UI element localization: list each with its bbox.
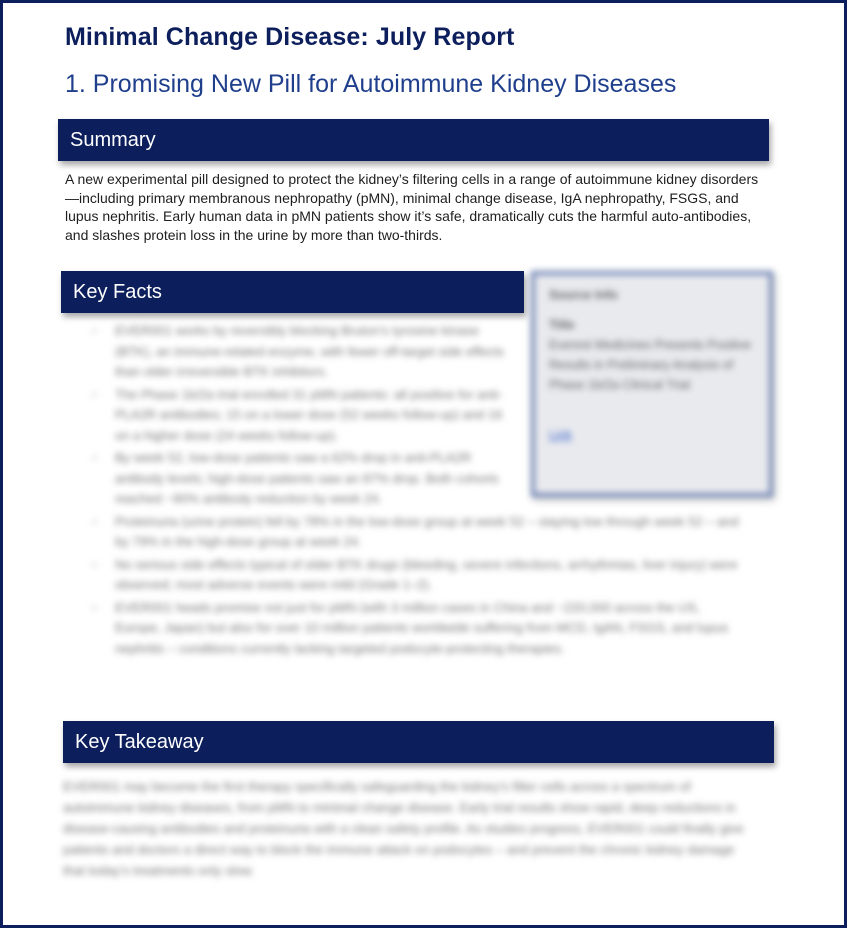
key-facts-heading: Key Facts — [61, 271, 524, 313]
summary-text: A new experimental pill designed to protect the kidney’s filtering cells in a range of autoimmune kidney disorders—including primary membranous nephropathy (pMN), minimal change disease, IgA nephropathy, FSGS, and lupus nephritis. Early human data in pMN patients show it’s safe, dramatically cuts the harmful auto-antibodies, and slashes protein loss in the urine by more than two-thirds. — [65, 171, 759, 243]
source-link[interactable]: Link — [549, 428, 572, 442]
key-fact-item: ○ By week 52, low-dose patients saw a 62% drop in anti-PLA2R antibody levels; high-dose patients saw an 87% drop. Both cohorts reached ~90% antibody reduction by week 24. — [91, 448, 510, 510]
key-fact-item: ○ EVER001 heads promise not just for pMN (with 3 million cases in China and ~220,000 across the US, Europe, Japan) but also for over 10 million patients worldwide suffering from MCD, IgAN, FSGS, and lupus nephritis – conditions currently lacking targeted podocyte-protecting therapies. — [91, 598, 741, 660]
key-fact-item: ○ Proteinuria (urine protein) fell by 78% in the low-dose group at week 52 – staying low through week 52 – and by 79% in the high-dose group at week 24. — [91, 512, 741, 553]
summary-heading: Summary — [58, 119, 769, 161]
source-info-heading: Source Info — [549, 288, 618, 302]
article-title: 1. Promising New Pill for Autoimmune Kidney Diseases — [65, 70, 677, 98]
source-title-label: Title — [549, 318, 575, 332]
key-fact-item: ○ EVER001 works by reversibly blocking Bruton’s tyrosine kinase (BTK), an immune-related enzyme, with fewer off-target side effects than older irreversible BTK inhibitors. — [91, 321, 510, 383]
source-title-value: Everest Medicines Presents Positive Results in Preliminary Analysis of Phase 1b/2a Clinical Trial — [549, 338, 752, 392]
key-fact-item: ○ No serious side effects typical of older BTK drugs (bleeding, severe infections, arrhythmias, liver injury) were observed; most adverse events were mild (Grade 1–2). — [91, 555, 741, 596]
report-title: Minimal Change Disease: July Report — [65, 23, 515, 51]
key-fact-item: ○ The Phase 1b/2a trial enrolled 31 pMN patients: all positive for anti-PLA2R antibodies; 15 on a lower dose (52 weeks follow-up) and 16 on a higher dose (24 weeks follow-up). — [91, 385, 510, 447]
key-takeaway-heading: Key Takeaway — [63, 721, 774, 763]
source-info-box — [531, 271, 773, 497]
key-takeaway-text: EVER001 may become the first therapy specifically safeguarding the kidney’s filter cells across a spectrum of autoimmune kidney diseases, from pMN to minimal change disease. Early trial results show rapid, deep reductions in disease-causing antibodies and proteinuria with a clean safety profile. As studies progress, EVER001 could finally give patients and doctors a direct way to block the immune attack on podocytes – and prevent the chronic kidney damage that today’s treatments only slow. — [63, 779, 744, 878]
